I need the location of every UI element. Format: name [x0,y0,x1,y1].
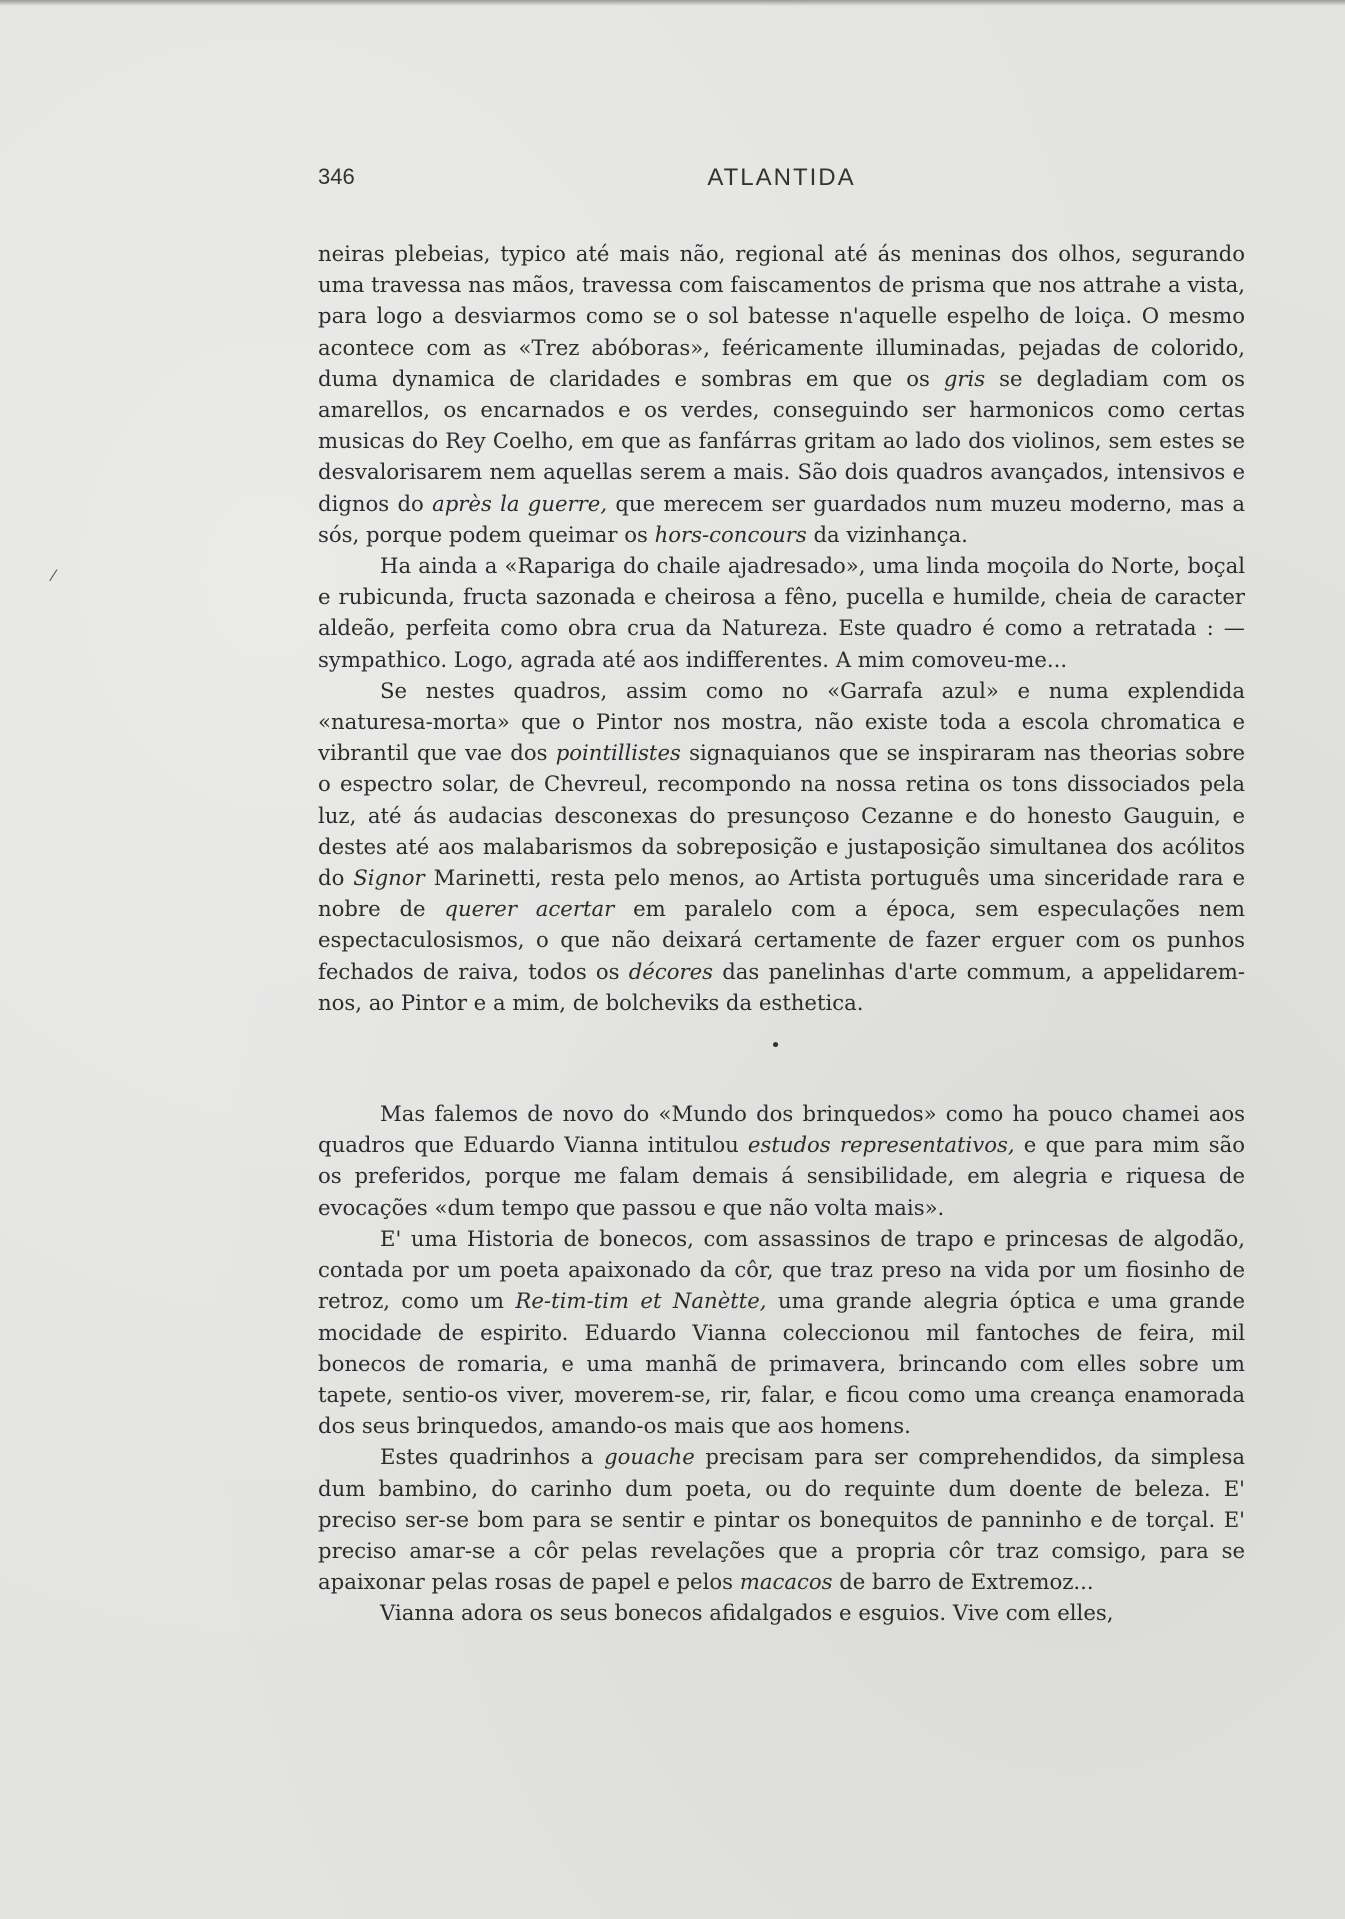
italic-text: Re-tim-tim et Nanètte, [515,1288,767,1314]
text-run: Estes quadrinhos a [380,1444,605,1470]
paragraph [318,1223,1245,1441]
text-run: e que para mim são os preferidos, porque me falam demais á sensibilidade, em alegria e riquesa de evocações «dum tempo que passou e que não volta mais». [318,1132,1245,1220]
text-run: Se nestes quadros, assim como no «Garrafa azul» e numa explendida «naturesa-morta» que o Pintor nos mostra, não existe toda a escola chromatica e vibrantil que vae dos [318,677,1245,766]
ornament-dot: • [770,1035,781,1057]
italic-text: macacos [739,1569,833,1595]
paragraph [318,550,1245,675]
text-run: neiras plebeias, typico até mais não, regional até ás meninas dos olhos, segurando uma travessa nas mãos, travessa com faiscamentos de prisma que nos attrahe a vista, para logo a desviarmos como se o sol batesse n'aquelle espelho de loiça. O mesmo acontece com as «Trez abóboras», feéricamente illuminadas, pejadas de colorido, duma dynamica de claridades e sombras em que os [318,241,1245,391]
italic-text: estudos representativos, [747,1132,1015,1158]
text-run: Marinetti, resta pelo menos, ao Artista português uma sinceridade rara e nobre de [318,865,1245,922]
page-number: 346 [318,164,355,189]
italic-text: Signor [353,865,425,891]
text-run: em paralelo com a época, sem especulações nem espectaculosismos, o que não deixará certamente de fazer erguer com os punhos fechados de raiva, todos os [318,896,1246,984]
section-separator [318,1018,1245,1098]
text-run: se degladiam com os amarellos, os encarnados e os verdes, conseguindo ser harmonicos como certas musicas do Rey Coelho, em que as fanfárras gritam ao lado dos violinos, sem estes se desvalorisarem nem aquellas serem a mais. São dois quadros avançados, intensivos e dignos do [318,365,1245,516]
italic-text: gouache [604,1444,695,1470]
page-edge [0,0,1345,6]
text-run: precisam para ser comprehendidos, da simplesa dum bambino, do carinho dum poeta, ou do requinte dum doente de beleza. E' preciso ser-se bom para se sentir e pintar os bonequitos de panninho e de torçal. E' preciso amar-se a côr pelas revelações que a propria côr traz comsigo, para se apaixonar pelas rosas de papel e pelos [318,1444,1245,1595]
text-run: de barro de Extremoz... [832,1569,1094,1595]
italic-text: querer acertar [444,896,615,922]
running-title: ATLANTIDA [707,164,856,191]
body-text [318,238,1245,1629]
italic-text: gris [943,365,986,391]
italic-text: hors-concours [654,521,807,547]
italic-text: décores [628,958,713,984]
text-run: Mas falemos de novo do «Mundo dos brinquedos» como ha pouco chamei aos quadros que Eduardo Vianna intitulou [318,1101,1245,1158]
paragraph [318,1441,1245,1597]
paragraph [318,238,1245,550]
text-run: das panelinhas d'arte commum, a appelidarem-nos, ao Pintor e a mim, de bolcheviks da esthetica. [318,958,1245,1015]
text-run: Ha ainda a «Rapariga do chaile ajadresado», uma linda moçoila do Norte, boçal e rubicunda, fructa sazonada e cheirosa a fêno, pucella e humilde, cheia de caracter aldeão, perfeita como obra crua da Natureza. Este quadro é como a retratada : — sympathico. Logo, agrada até aos indifferentes. A mim comoveu-me... [318,553,1245,672]
paragraph [318,675,1245,1018]
italic-text: après la guerre, [432,490,608,516]
paragraph [318,1597,1245,1628]
paragraph [318,1098,1245,1223]
text-run: uma grande alegria óptica e uma grande mocidade de espirito. Eduardo Vianna coleccionou mil fantoches de feira, mil bonecos de romaria, e uma manhã de primavera, brincando com elles sobre um tapete, sentio-os viver, moverem-se, rir, falar, e ficou como uma creança enamorada dos seus brinquedos, amando-os mais que aos homens. [318,1288,1246,1439]
text-run: que merecem ser guardados num muzeu moderno, mas a sós, porque podem queimar os [318,490,1245,547]
page-header [318,164,1245,204]
italic-text: pointillistes [555,740,681,766]
text-run: E' uma Historia de bonecos, com assassinos de trapo e princesas de algodão, contada por um poeta apaixonado da côr, que traz preso na vida por um fiosinho de retroz, como um [318,1225,1245,1314]
text-run: Vianna adora os seus bonecos afidalgados e esguios. Vive com elles, [380,1600,1114,1626]
margin-mark: ⁄ [52,566,55,585]
text-run: signaquianos que se inspiraram nas theorias sobre o espectro solar, de Chevreul, recompondo na nossa retina os tons dissociados pela luz, até ás audacias desconexas do presunçoso Cezanne e do honesto Gauguin, e destes até aos malabarismos da sobreposição e justaposição simultanea dos acólitos do [318,740,1245,891]
text-run: da vizinhança. [806,521,968,547]
